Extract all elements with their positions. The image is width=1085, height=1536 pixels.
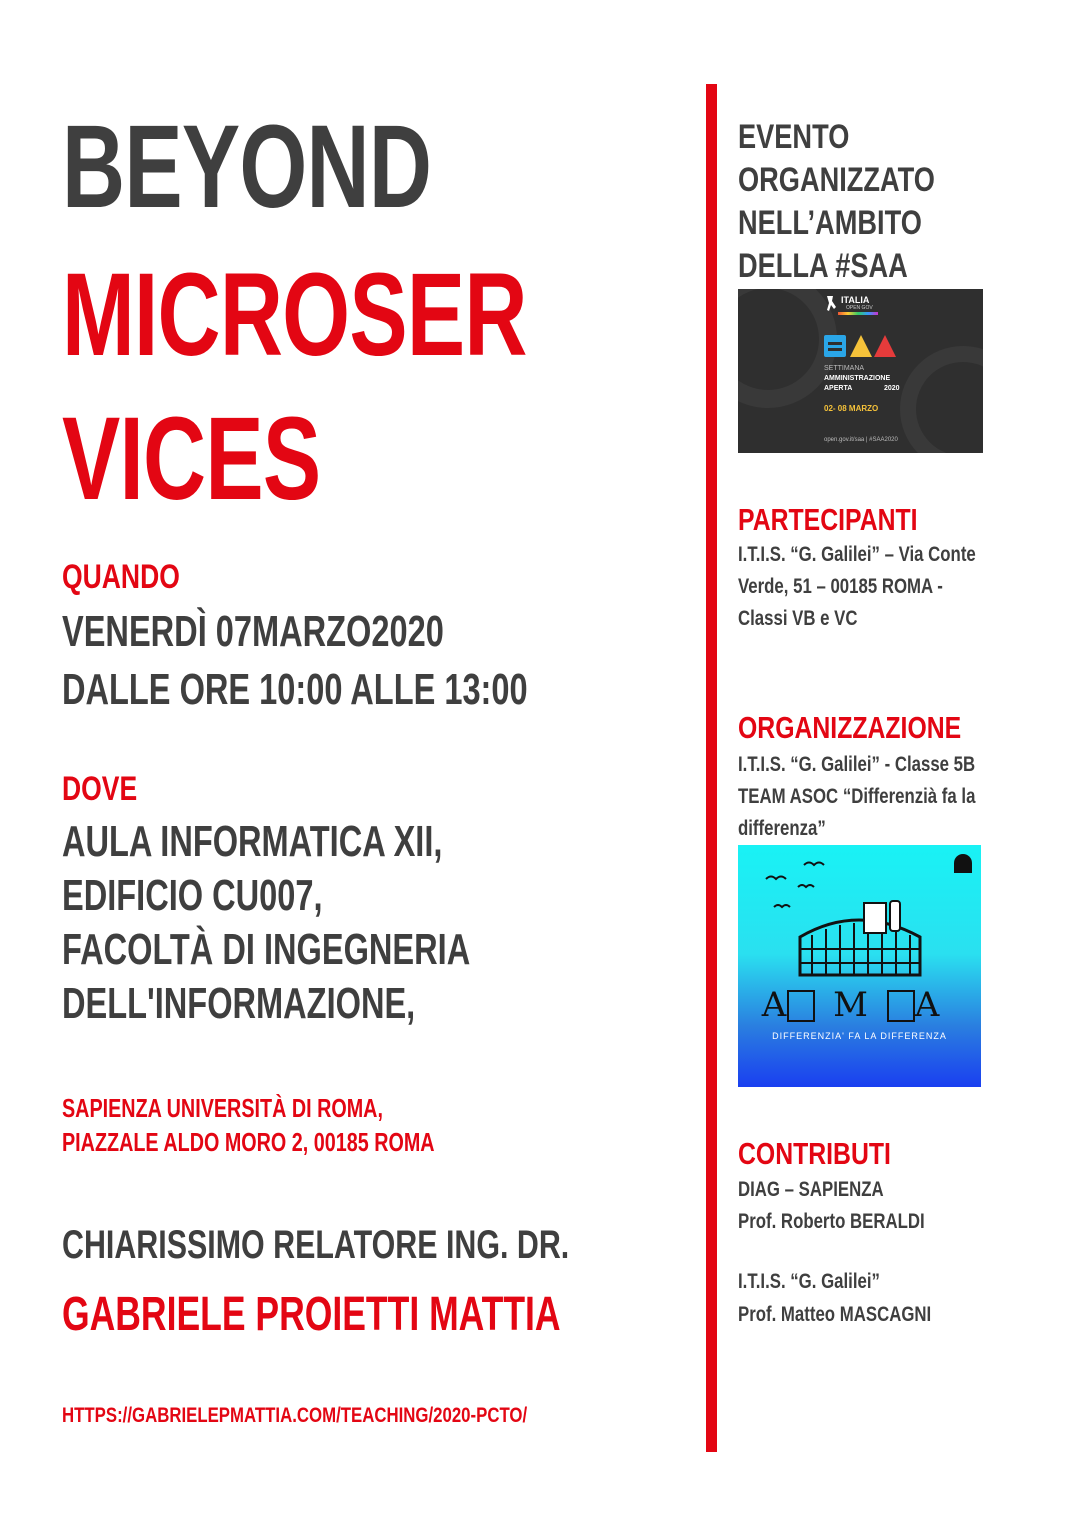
quando-label: QUANDO (62, 558, 180, 596)
asoc-team-logo (738, 845, 981, 1087)
asoc-tagline: DIFFERENZIA' FA LA DIFFERENZA (772, 1031, 947, 1041)
saa-logo (738, 289, 983, 453)
colosseum-icon (738, 845, 981, 1087)
contributi-line-1: DIAG – SAPIENZA (738, 1178, 884, 1201)
contributi-line-2: Prof. Roberto BERALDI (738, 1210, 925, 1233)
saa-line-2: AMMINISTRAZIONE (824, 375, 891, 382)
evento-line-4: DELLA #SAA (738, 247, 908, 285)
title-line-1: BEYOND (62, 101, 432, 233)
organizzazione-line-1: I.T.I.S. “G. Galilei” - Classe 5B (738, 753, 976, 776)
saa-opengov-text: OPEN GOV (846, 305, 873, 311)
saa-line-1: SETTIMANA (824, 365, 865, 372)
saa-footer: open.gov.it/saa | #SAA2020 (824, 437, 898, 443)
organizzazione-line-3: differenza” (738, 817, 826, 840)
event-date: VENERDÌ 07MARZO2020 (62, 607, 444, 656)
dove-label: DOVE (62, 770, 138, 808)
dove-line-4: DELL'INFORMAZIONE, (62, 979, 416, 1028)
saa-line-3: APERTA (824, 385, 853, 392)
address-line-1: SAPIENZA UNIVERSITÀ DI ROMA, (62, 1093, 383, 1123)
dove-line-1: AULA INFORMATICA XII, (62, 817, 443, 866)
event-url-link[interactable]: HTTPS://GABRIELEPMATTIA.COM/TEACHING/2020-PCTO/ (62, 1404, 528, 1427)
event-time: DALLE ORE 10:00 ALLE 13:00 (62, 665, 528, 714)
opengov-color-bar (838, 312, 878, 315)
saa-italia-text: ITALIA (841, 295, 870, 305)
partecipanti-line-3: Classi VB e VC (738, 607, 858, 630)
evento-line-1: EVENTO (738, 118, 850, 156)
address-line-2: PIAZZALE ALDO MORO 2, 00185 ROMA (62, 1127, 435, 1157)
evento-line-3: NELL’AMBITO (738, 204, 922, 242)
organizzazione-line-2: TEAM ASOC “Differenzià fa la (738, 785, 976, 808)
partecipanti-line-1: I.T.I.S. “G. Galilei” – Via Conte (738, 543, 976, 566)
evento-line-2: ORGANIZZATO (738, 161, 935, 199)
saa-letters-icon (824, 335, 904, 361)
title-line-2: MICROSER (62, 249, 527, 381)
saa-dates: 02- 08 MARZO (824, 404, 879, 413)
partecipanti-label: PARTECIPANTI (738, 502, 918, 537)
dove-line-2: EDIFICIO CU007, (62, 871, 323, 920)
contributi-label: CONTRIBUTI (738, 1136, 891, 1171)
column-divider (706, 84, 717, 1452)
asoc-word: A M A (761, 985, 958, 1025)
speaker-intro: CHIARISSIMO RELATORE ING. DR. (62, 1223, 570, 1267)
contributi-line-5: Prof. Matteo MASCAGNI (738, 1303, 932, 1326)
contributi-line-4: I.T.I.S. “G. Galilei” (738, 1270, 880, 1293)
italy-map-icon (824, 295, 838, 313)
saa-year: 2020 (884, 385, 900, 392)
organizzazione-label: ORGANIZZAZIONE (738, 710, 962, 745)
partecipanti-line-2: Verde, 51 – 00185 ROMA - (738, 575, 943, 598)
title-line-3: VICES (62, 393, 321, 525)
speaker-name: GABRIELE PROIETTI MATTIA (62, 1288, 561, 1341)
dove-line-3: FACOLTÀ DI INGEGNERIA (62, 925, 471, 974)
